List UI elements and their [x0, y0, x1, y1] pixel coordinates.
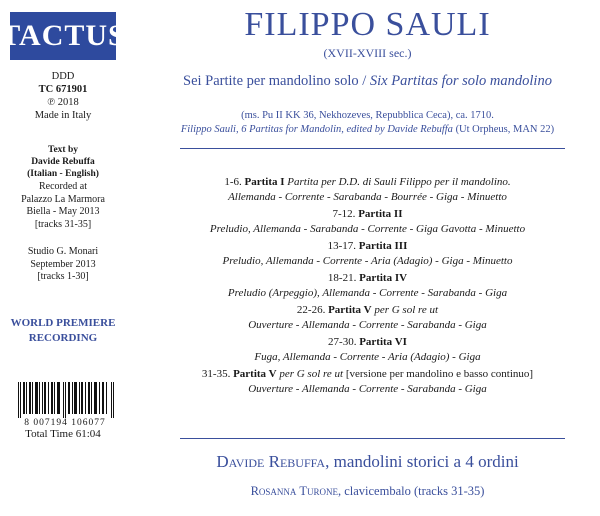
partita-movements: Allemanda - Corrente - Sarabanda - Bourrée - Giga - Minuetto [228, 190, 507, 203]
text-credit [0, 144, 126, 180]
album-subtitle [140, 73, 595, 90]
track-range: 22-26. [296, 304, 326, 316]
track-range: 13-17. [327, 240, 357, 252]
composer-dates: (XVII-XVIII sec.) [323, 46, 412, 60]
track-range: 27-30. [328, 336, 357, 348]
premiere-line: WORLD PREMIERE [10, 317, 116, 329]
partita-movements: Preludio (Arpeggio), Allemanda - Corrente - Sarabanda - Giga [227, 286, 508, 299]
partita-entry [140, 271, 595, 300]
rec1-line: Palazzo La Marmora [21, 193, 105, 205]
tracklist [140, 175, 595, 399]
track-range: 31-35. [201, 368, 231, 380]
partita-entry [140, 207, 595, 236]
rec1-line: Recorded at [38, 181, 88, 192]
text-credit-heading: Text by [47, 145, 78, 155]
main-performer [140, 452, 595, 472]
subtitle-italian: Sei Partite per mandolino solo / [183, 73, 370, 89]
partita-movements: Fuga, Allemanda - Corrente - Aria (Adagio) - Giga [254, 350, 481, 363]
partita-entry [140, 239, 595, 268]
partita-movements: Ouverture - Allemanda - Corrente - Sarabanda - Giga [248, 382, 487, 395]
premiere-line: RECORDING [28, 332, 98, 344]
copyright-year: ℗ 2018 [47, 97, 79, 108]
partita-title: Partita V [328, 304, 372, 316]
logo-text: TACTUS [0, 19, 126, 52]
partita-note: Partita per D.D. di Sauli Filippo per il mandolino. [287, 176, 511, 188]
partita-title: Partita II [358, 208, 403, 220]
barcode [18, 382, 114, 418]
recording-info-2 [0, 246, 126, 284]
partita-movements: Ouverture - Allemanda - Corrente - Sarabanda - Giga [248, 318, 487, 331]
partita-note-plain: [versione per mandolino e basso continuo] [343, 368, 534, 380]
track-range: 1-6. [224, 176, 242, 188]
partita-title: Partita V [233, 368, 277, 380]
catalog-number: TC 671901 [38, 84, 88, 95]
track-range: 18-21. [327, 272, 357, 284]
partita-title: Partita IV [359, 272, 408, 284]
partita-movements: Preludio, Allemanda - Corrente - Aria (Adagio) - Giga - Minuetto [222, 254, 513, 267]
partita-title: Partita VI [359, 336, 407, 348]
performer-role: , mandolini storici a 4 ordini [325, 452, 519, 471]
world-premiere [0, 316, 126, 346]
composer-name: FILIPPO SAULI [244, 6, 491, 43]
performer-name: Rosanna Turone [250, 484, 338, 498]
recording-info-1 [0, 181, 126, 231]
partita-entry [140, 175, 595, 204]
ddd-code: DDD [51, 71, 75, 82]
rec2-line: September 2013 [30, 258, 96, 270]
barcode-number: 8 007194 106077 [24, 418, 106, 428]
total-time: Total Time 61:04 [25, 428, 101, 440]
rec1-line: [tracks 31-35] [34, 218, 92, 230]
text-credit-languages: (Italian - English) [27, 169, 99, 179]
rec2-line: [tracks 1-30] [37, 271, 89, 282]
track-range: 7-12. [332, 208, 356, 220]
source-edition: Filippo Sauli, 6 Partitas for Mandolin, edited by Davide Rebuffa [180, 124, 453, 135]
partita-title: Partita III [358, 240, 408, 252]
performer-role: , clavicembalo (tracks 31-35) [337, 484, 485, 498]
partita-entry [140, 367, 595, 396]
partita-note: per G sol re ut [279, 368, 344, 380]
text-credit-author: Davide Rebuffa [31, 157, 95, 167]
partita-entry [140, 335, 595, 364]
rec2-line: Studio G. Monari [27, 246, 99, 257]
source-publisher: (Ut Orpheus, MAN 22) [452, 124, 555, 135]
rec1-line: Biella - May 2013 [26, 206, 100, 217]
source-line-1: (ms. Pu II KK 36, Nekhozeves, Repubblica Ceca), ca. 1710. [241, 110, 494, 121]
source-line-2 [140, 124, 595, 135]
performer-name: Davide Rebuffa [216, 452, 326, 471]
divider-top [180, 148, 565, 149]
divider-bottom [180, 438, 565, 439]
tactus-logo [0, 10, 126, 62]
subtitle-english: Six Partitas for solo mandolino [369, 73, 552, 89]
second-performer [140, 484, 595, 499]
partita-movements: Preludio, Allemanda - Sarabanda - Corrente - Giga Gavotta - Minuetto [209, 222, 526, 235]
partita-entry [140, 303, 595, 332]
partita-note: per G sol re ut [374, 304, 439, 316]
catalog-info [0, 70, 126, 122]
made-in: Made in Italy [34, 110, 92, 121]
partita-title: Partita I [244, 176, 285, 188]
